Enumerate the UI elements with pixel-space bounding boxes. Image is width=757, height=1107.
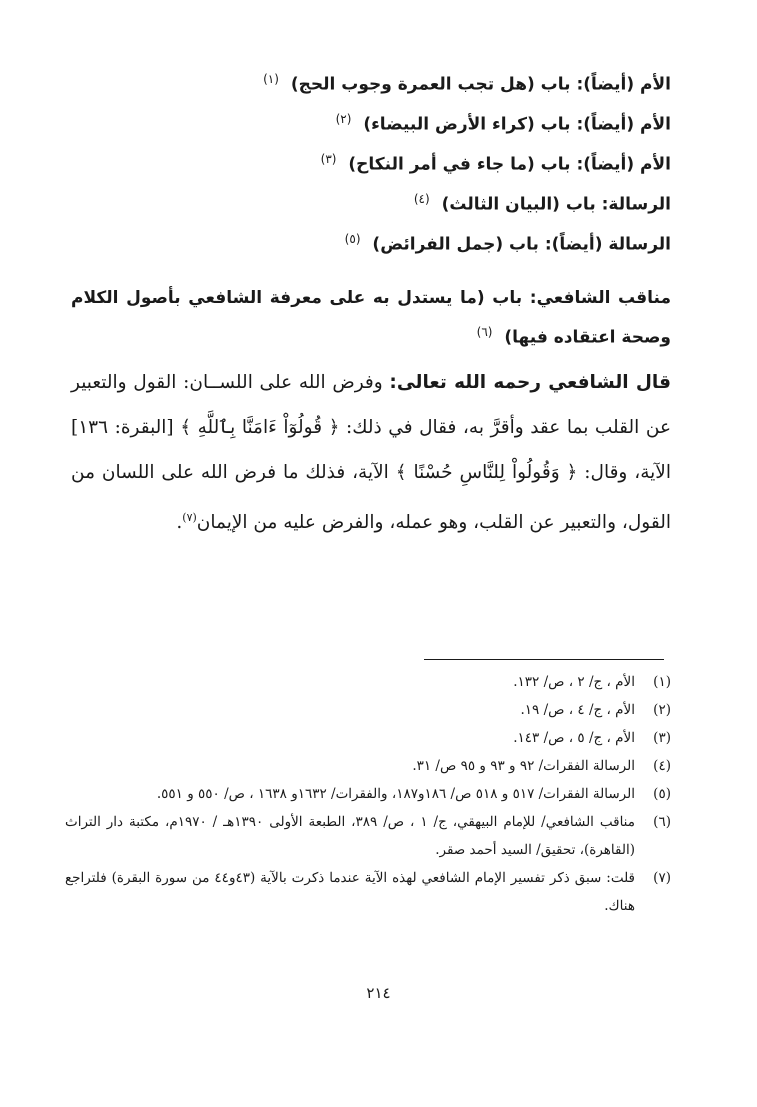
paragraph-lead: قال الشافعي رحمه الله تعالى: [389,372,671,393]
footnote-text: الرسالة الفقرات/ ٥١٧ و ٥١٨ ص/ ١٨٦و١٨٧، والفقرات/ ١٦٣٢و ١٦٣٨ ، ص/ ٥٥٠ و ٥٥١. [156,786,635,802]
footnote-text: قلت: سبق ذكر تفسير الإمام الشافعي لهذه الآية عندما ذكرت بالآية (٤٣و٤٤ من سورة البقرة) فلتراجع هناك. [65,870,635,914]
footnote-separator [424,659,664,660]
footnote [65,696,671,724]
footnote-text: الأم ، ج/ ٢ ، ص/ ١٣٢. [513,674,635,690]
reference-line [71,146,671,186]
reference-line [71,186,671,226]
footnote-number: (٧) [653,870,671,886]
footnote-number: (٤) [653,758,671,774]
reference-text: الأم (أيضاً): باب (هل تجب العمرة وجوب الحج) [290,74,671,95]
footnote-marker: (٦) [476,325,493,339]
reference-text: الأم (أيضاً): باب (ما جاء في أمر النكاح) [348,154,671,175]
footnote [65,780,671,808]
footnote-text: الرسالة الفقرات/ ٩٢ و ٩٣ و ٩٥ ص/ ٣١. [412,758,635,774]
footnote-number: (٦) [653,814,671,830]
reference-line-long [71,281,671,355]
reference-line [71,226,671,266]
reference-text: الرسالة (أيضاً): باب (جمل الفرائض) [372,234,671,255]
page-number: ٢١٤ [366,984,391,1002]
reference-line [71,66,671,106]
footnotes [65,668,671,920]
footnote-marker: (٥) [344,232,361,246]
footnote-number: (٣) [653,730,671,746]
footnote-number: (١) [653,674,671,690]
footnote-marker: (٤) [413,192,430,206]
reference-list [71,66,671,266]
paragraph-end: . [176,512,183,534]
footnote-text: الأم ، ج/ ٥ ، ص/ ١٤٣. [513,730,635,746]
paragraph-body: وفرض الله على اللســان: القول والتعبير عن القلب بما عقد وأقرَّ به، فقال في ذلك: ﴿ قُولُوٓاْ ءَامَنَّا بِٱللَّهِ ﴾ [البقرة: ١٣٦] الآية، وقال: ﴿ وَقُولُواْ لِلنَّاسِ حُسْنًا ﴾ الآية، فذلك ما فرض الله على اللسان من القول، والتعبير عن القلب، وهو عمله، والفرض عليه من الإيمان [71,372,671,534]
footnote [65,808,671,864]
footnote-text: مناقب الشافعي/ للإمام البيهقي، ج/ ١ ، ص/ ٣٨٩، الطبعة الأولى ١٣٩٠هـ / ١٩٧٠م، مكتبة دار التراث (القاهرة)، تحقيق/ السيد أحمد صقر. [65,814,635,858]
footnote [65,668,671,696]
reference-text: الأم (أيضاً): باب (كراء الأرض البيضاء) [363,114,671,135]
footnote [65,752,671,780]
footnote [65,864,671,920]
footnote-marker: (٧) [182,511,197,524]
footnote-marker: (١) [263,72,279,86]
footnote-text: الأم ، ج/ ٤ ، ص/ ١٩. [520,702,635,718]
footnote-marker: (٢) [335,112,352,126]
footnote-number: (٥) [653,786,671,802]
reference-line [71,106,671,146]
footnote-number: (٢) [653,702,671,718]
main-paragraph [71,360,671,545]
footnote [65,724,671,752]
reference-text: الرسالة: باب (البيان الثالث) [441,194,671,215]
footnote-marker: (٣) [320,152,337,166]
reference-text: مناقب الشافعي: باب (ما يستدل به على معرفة الشافعي بأصول الكلام وصحة اعتقاده فيها) [71,288,671,348]
